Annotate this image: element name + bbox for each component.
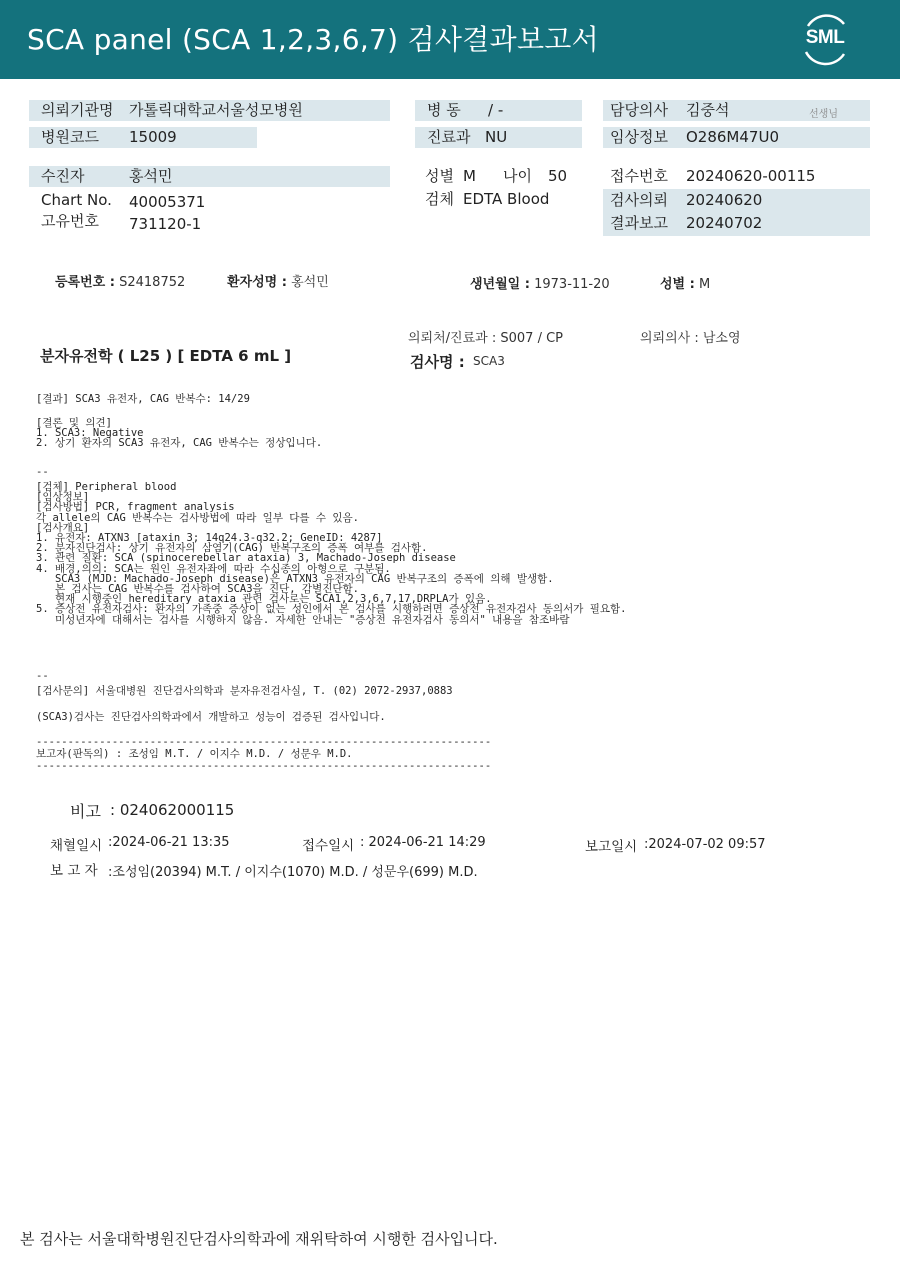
collect-value: :2024-06-21 13:35 [108,835,230,850]
institution-value: 가톨릭대학교서울성모병원 [129,101,303,119]
patient-sex-label: 성별 : [660,277,695,292]
unique-label: 고유번호 [41,212,99,230]
reporter-value: :조성임(20394) M.T. / 이지수(1070) M.D. / 성문우(699) M.D. [108,865,478,880]
ward-label: 병 동 [427,101,461,119]
report-label: 결과보고 [610,214,668,232]
reporter-label: 보 고 자 [50,863,98,879]
age-value: 50 [548,167,568,185]
patient-label: 수진자 [41,167,85,185]
dash-line-top: ------------------------------------------------------------------------ [36,736,492,748]
collect-label: 채혈일시 [50,838,103,854]
institution-label: 의뢰기관명 [41,101,114,119]
report-time-label: 보고일시 [585,839,638,855]
receipt-label: 접수번호 [610,167,668,185]
test-name-value: SCA3 [473,354,505,368]
test-name-label: 검사명 : [410,353,465,371]
divider-1: -- [36,466,49,478]
specimen-value: EDTA Blood [463,190,550,208]
date-of-birth-label: 생년월일 : [470,277,530,292]
unique-value: 731120-1 [129,215,202,233]
details-text: [검체] Peripheral blood [임상정보] [검사방법] PCR, fragment analysis 각 allele의 CAG 반복수는 검사방법에 따라 일부 다를 수 있음. [검사개요] 1. 유전자: ATXN3 [ataxin 3; 14q24.3-q32.2; GeneID: 4287] 2. 분자진단검사: 상기 유전자의 삼염기(CAG) 반복구조의 증폭 여부를 검사함. 3. 관련 질환: SCA (spinocerebellar ataxia) 3, Machado-Joseph disease 4. 배경,의의: SCA는 원인 유전자좌에 따라 수십종의 아형으로 구분됨. SCA3 (MJD: Machado-Joseph disease)은 ATXN3 유전자의 CAG 반복구조의 증폭에 의해 발생함. 본 검사는 CAG 반복수를 검사하여 SCA3을 진단, 감별진단함. 현재 시행중인 hereditary ataxia 관련 검사로는 SCA1,2,3,6,7,17,DRPLA가 있음. 5. 증상전 유전자검사: 환자의 가족중 증상이 없는 성인에서 본 검사를 시행하려면 증상전 유전자검사 동의서가 필요함. 미성년자에 대해서는 검사를 시행하지 않음. 자세한 안내는 "증상전 유전자검사 동의서" 내용을 참조바람 [36,481,627,626]
doctor-label: 담당의사 [610,101,668,119]
department-title: 분자유전학 ( L25 ) [ EDTA 6 mL ] [40,347,292,365]
hospital-code-label: 병원코드 [41,128,99,146]
hospital-code-value: 15009 [129,128,177,146]
patient-sex [660,273,710,292]
registration-number [55,271,185,290]
request-value: 20240620 [686,191,763,209]
logo-text: SML [805,27,845,48]
receipt-time-label: 접수일시 [302,838,355,854]
sex-label: 성별 [425,167,454,185]
patient-name [227,271,329,290]
conclusion-text: [결론 및 의견] 1. SCA3: Negative 2. 상기 환자의 SCA3 유전자, CAG 반복수는 정상입니다. [36,417,323,450]
patient-value: 홍석민 [129,167,173,185]
remark-value: : 024062000115 [110,801,235,819]
sml-logo [796,12,854,66]
chart-value: 40005371 [129,193,206,211]
dash-line-bottom: ------------------------------------------------------------------------ [36,760,492,772]
request-label: 검사의뢰 [610,191,668,209]
developed-text: (SCA3)검사는 진단검사의학과에서 개발하고 성능이 검증된 검사입니다. [36,711,386,723]
remark-label: 비고 [70,802,101,821]
department-label: 진료과 [427,128,471,146]
specimen-label: 검체 [425,190,454,208]
outsourcing-note: 본 검사는 서울대학병원진단검사의학과에 재위탁하여 시행한 검사입니다. [20,1230,498,1248]
date-of-birth-value: 1973-11-20 [534,277,610,292]
report-value: 20240702 [686,214,763,232]
report-header [0,0,900,79]
result-text: [결과] SCA3 유전자, CAG 반복수: 14/29 [36,393,250,405]
request-department: 의뢰처/진료과 : S007 / CP [408,331,563,346]
request-doctor: 의뢰의사 : 남소영 [640,331,741,346]
registration-number-value: S2418752 [119,275,186,290]
patient-name-value: 홍석민 [291,275,329,290]
receipt-value: 20240620-00115 [686,167,816,185]
clinical-value: O286M47U0 [686,128,779,146]
age-label: 나이 [503,167,532,185]
patient-name-label: 환자성명 : [227,275,287,290]
doctor-value: 김중석 [686,101,730,119]
clinical-label: 임상정보 [610,128,668,146]
divider-2: -- [36,670,49,682]
report-title: SCA panel (SCA 1,2,3,6,7) 검사결과보고서 [27,23,600,56]
report-time-value: :2024-07-02 09:57 [644,837,766,852]
date-of-birth [470,273,610,292]
department-value: NU [485,128,508,146]
inquiry-text: [검사문의] 서울대병원 진단검사의학과 분자유전검사실, T. (02) 2072-2937,0883 [36,685,453,697]
reporter-text: 보고자(판독의) : 조성임 M.T. / 이지수 M.D. / 성문우 M.D. [36,748,353,760]
doctor-suffix: 선생님 [809,109,838,120]
sex-value: M [463,167,476,185]
ward-value: / - [488,101,504,119]
receipt-time-value: : 2024-06-21 14:29 [360,835,486,850]
registration-number-label: 등록번호 : [55,275,115,290]
chart-label: Chart No. [41,191,112,209]
patient-sex-value: M [698,277,711,292]
